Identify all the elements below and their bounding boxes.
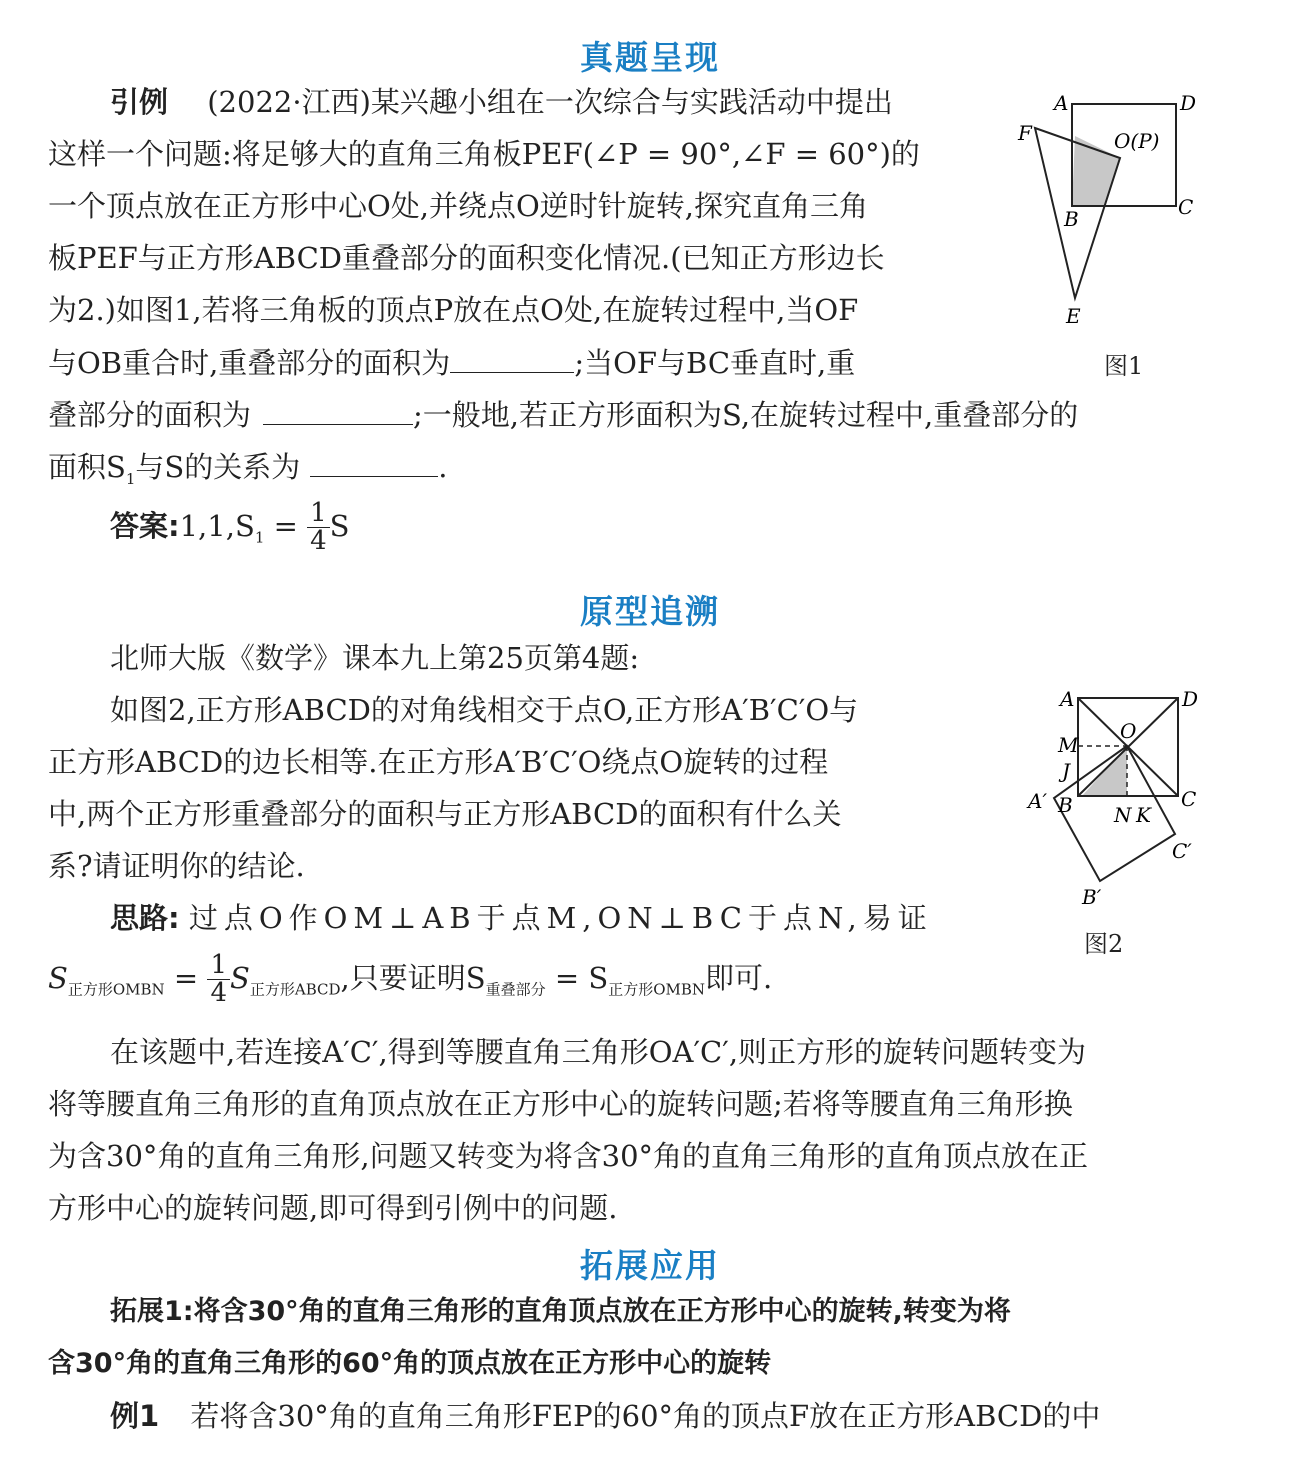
intro-line-6-a: 与OB重合时,重叠部分的面积为 [48, 346, 451, 380]
answer-line [110, 500, 350, 556]
textbook-ref: 北师大版《数学》课本九上第25页第4题: [110, 641, 640, 675]
answer-blank-3 [310, 452, 438, 477]
subscript: 正方形OMBN [67, 980, 165, 999]
label-c: C [1181, 787, 1197, 811]
label-k: K [1136, 803, 1151, 827]
think-text: 过点O作OM⊥AB于点M,ON⊥BC于点N,易证 [188, 901, 933, 935]
answer-tail: S [329, 508, 350, 543]
label-a: A [1060, 687, 1075, 711]
intro-line-5: 为2.)如图1,若将三角板的顶点P放在点O处,在旋转过程中,当OF [48, 293, 859, 327]
proto-line-2: 正方形ABCD的边长相等.在正方形A′B′C′O绕点O旋转的过程 [48, 745, 829, 779]
formula-tail: 即可. [705, 960, 773, 995]
label-d: D [1182, 687, 1199, 711]
fraction [207, 952, 230, 1008]
answer-text: 1,1,S [179, 508, 255, 543]
figure-1 [1010, 88, 1210, 333]
intro-label: 引例 [110, 85, 169, 119]
formula-eq2: = S [545, 960, 609, 995]
label-f: F [1018, 121, 1032, 145]
formula-line [48, 952, 772, 1008]
intro-line-6-b: ;当OF与BC垂直时,重 [574, 346, 856, 380]
intro-line-8-b: 与S的关系为 [135, 450, 301, 484]
numerator: 1 [307, 500, 330, 528]
proto-line-8: 方形中心的旋转问题,即可得到引例中的问题. [48, 1191, 618, 1225]
intro-line-8-c: . [438, 450, 448, 484]
intro-line-8 [48, 452, 448, 487]
proto-line-4: 系?请证明你的结论. [48, 849, 305, 883]
denominator: 4 [310, 526, 327, 557]
intro-line-8-a: 面积S [48, 450, 126, 484]
answer-blank-2 [263, 400, 413, 425]
subscript: 1 [254, 528, 265, 547]
label-b: B [1058, 793, 1073, 817]
label-o: O(P) [1114, 129, 1160, 153]
label-d: D [1180, 91, 1197, 115]
proto-line-5: 在该题中,若连接A′C′,得到等腰直角三角形OA′C′,则正方形的旋转问题转变为 [110, 1035, 1087, 1069]
heading-prototype: 原型追溯 [580, 592, 720, 631]
label-e: E [1066, 304, 1081, 328]
example-line [110, 1399, 1101, 1433]
think-label: 思路: [110, 901, 180, 935]
figure-2-caption: 图2 [1084, 930, 1124, 958]
intro-line-3: 一个顶点放在正方形中心O处,并绕点O逆时针旋转,探究直角三角 [48, 189, 868, 223]
intro-line-6 [48, 348, 855, 378]
label-a: A [1054, 91, 1069, 115]
figure-2 [1010, 686, 1210, 916]
subscript: 正方形OMBN [608, 980, 706, 999]
proto-line-6: 将等腰直角三角形的直角顶点放在正方形中心的旋转问题;若将等腰直角三角形换 [48, 1087, 1073, 1121]
proto-line-7: 为含30°角的直角三角形,问题又转变为将含30°角的直角三角形的直角顶点放在正 [48, 1139, 1089, 1173]
overlap-shade [1072, 136, 1120, 206]
answer-blank-1 [450, 348, 574, 373]
intro-line-2: 这样一个问题:将足够大的直角三角板PEF(∠P = 90°,∠F = 60°)的 [48, 137, 920, 171]
intro-line-7-b: ;一般地,若正方形面积为S,在旋转过程中,重叠部分的 [413, 398, 1079, 432]
answer-label: 答案: [110, 508, 180, 543]
formula-s2: S [229, 960, 250, 995]
extension-line-2: 含30°角的直角三角形的60°角的顶点放在正方形中心的旋转 [48, 1348, 772, 1379]
label-b: B [1064, 207, 1079, 231]
heading-real-question: 真题呈现 [580, 38, 720, 77]
label-b-prime: B′ [1082, 885, 1102, 909]
label-a-prime: A′ [1028, 789, 1047, 813]
example-text: 若将含30°角的直角三角形FEP的60°角的顶点F放在正方形ABCD的中 [190, 1399, 1101, 1433]
intro-line-1 [110, 85, 893, 119]
subscript: 重叠部分 [485, 980, 546, 999]
fraction [307, 500, 330, 556]
think-line [110, 901, 933, 935]
equals: = [164, 960, 208, 995]
intro-line-7-a: 叠部分的面积为 [48, 398, 252, 432]
subscript: 正方形ABCD [249, 980, 341, 999]
label-o: O [1120, 719, 1137, 743]
extension-line-1: 拓展1:将含30°角的直角三角形的直角顶点放在正方形中心的旋转,转变为将 [110, 1296, 1011, 1327]
figure-1-caption: 图1 [1104, 352, 1144, 380]
numerator: 1 [207, 952, 230, 980]
label-n: N [1114, 803, 1132, 827]
formula-mid: ,只要证明S [340, 960, 486, 995]
intro-line-4: 板PEF与正方形ABCD重叠部分的面积变化情况.(已知正方形边长 [48, 241, 885, 275]
heading-extension: 拓展应用 [580, 1246, 720, 1285]
proto-line-1: 如图2,正方形ABCD的对角线相交于点O,正方形A′B′C′O与 [110, 693, 859, 727]
proto-line-3: 中,两个正方形重叠部分的面积与正方形ABCD的面积有什么关 [48, 797, 842, 831]
denominator: 4 [210, 978, 227, 1009]
label-j: J [1062, 759, 1071, 783]
label-m: M [1058, 733, 1079, 757]
subscript: 1 [125, 469, 136, 488]
intro-text: (2022·江西)某兴趣小组在一次综合与实践活动中提出 [207, 85, 893, 119]
example-label: 例1 [110, 1399, 160, 1433]
equals: = [264, 508, 308, 543]
formula-s1: S [48, 960, 68, 995]
intro-line-7 [48, 400, 1078, 430]
label-c-prime: C′ [1172, 839, 1192, 863]
label-c: C [1178, 195, 1194, 219]
